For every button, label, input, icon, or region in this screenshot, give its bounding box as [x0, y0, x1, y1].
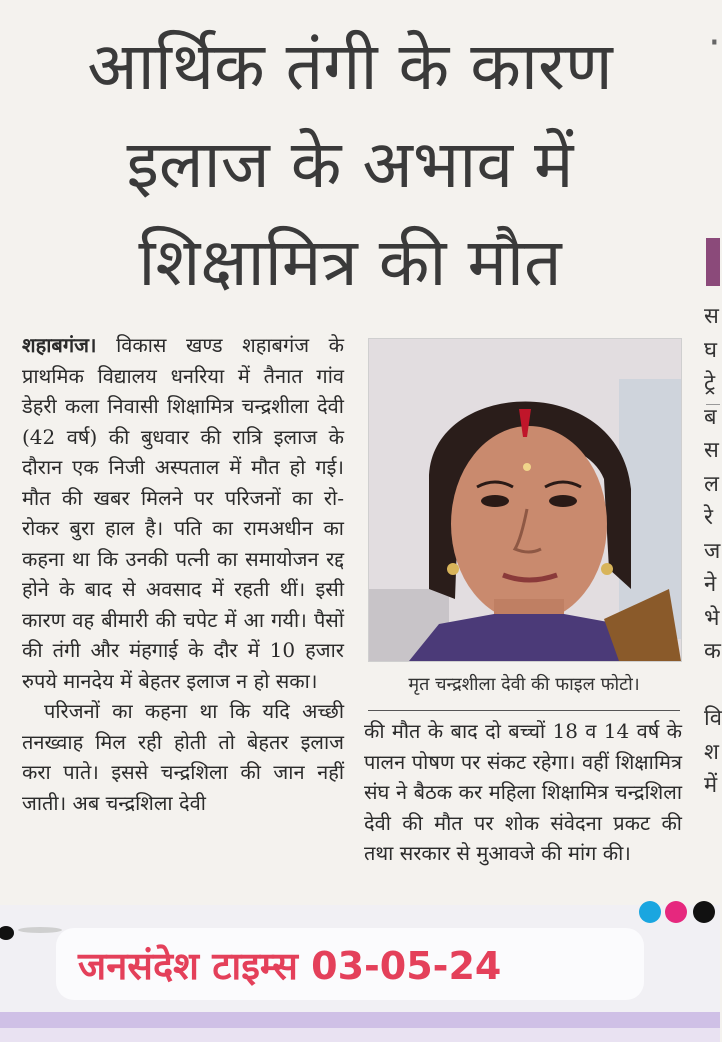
edge-letter: स — [704, 438, 719, 463]
magenta-dot — [665, 901, 687, 923]
portrait-illustration — [369, 339, 681, 661]
edge-letter: ट्रे — [704, 371, 716, 396]
edge-fragment-top: · — [708, 20, 721, 66]
neighbour-column-accent-bar — [706, 238, 720, 286]
edge-letter — [704, 669, 720, 703]
edge-letter: घ — [704, 337, 718, 363]
headline — [20, 18, 680, 312]
edge-letter: ज — [704, 538, 721, 564]
cyan-dot — [639, 901, 661, 923]
headline-line-1: आर्थिक तंगी के कारण — [87, 28, 613, 105]
portrait-photo — [368, 338, 682, 662]
bottom-band — [0, 1012, 720, 1028]
edge-letter: में — [704, 773, 718, 798]
edge-letter: भे — [704, 605, 720, 631]
edge-letter: ब — [704, 404, 717, 430]
article-column-right — [364, 716, 682, 869]
article-paragraph-2: परिजनों का कहना था कि यदि अच्छी तनख्वाह मिल रही होती तो बेहतर इलाज करा पाते। इससे चन्द्रशिला की जान नहीं जाती। अब चन्द्रशिला देवी — [22, 699, 344, 815]
bottom-band-light — [0, 1028, 720, 1042]
decorative-dots-right — [632, 898, 722, 928]
article-dateline: शहाबगंज। — [22, 333, 97, 357]
edge-letter: वि — [704, 706, 722, 731]
headline-line-2: इलाज के अभाव में — [126, 126, 574, 203]
photo-caption: मृत चन्द्रशीला देवी की फाइल फोटो। — [408, 674, 640, 695]
edge-letter: ने — [704, 572, 717, 597]
edge-letter: श — [704, 739, 719, 765]
edge-letter: रे — [704, 505, 713, 530]
newspaper-credit: जनसंदेश टाइम्स 03-05-24 — [78, 944, 502, 988]
article-paragraph-1-text: विकास खण्ड शहाबगंज के प्राथमिक विद्यालय धनरिया में तैनात गांव डेहरी कला निवासी शिक्षामित्र चन्द्रशीला देवी (42 वर्ष) की बुधवार की रात्रि इलाज के दौरान एक निजी अस्पताल में मौत हो गई। मौत की खबर मिलने पर परिजनों का रो-रोकर बुरा हाल है। पति का रामअधीन का कहना था कि उनकी पत्नी का समायोजन रद्द होने के बाद से अवसाद में रहती थीं। इसी कारण वह बीमारी की चपेट में आ गयी। पैसों की तंगी और मंहगाई के दौर में 10 हजार रुपये मानदेय में बेहतर इलाज न हो सका। — [22, 333, 344, 693]
caption-rule — [368, 710, 680, 711]
article-paragraph-3: की मौत के बाद दो बच्चों 18 व 14 वर्ष के पालन पोषण पर संकट रहेगा। वहीं शिक्षामित्र संघ ने बैठक कर महिला शिक्षामित्र चन्द्रशिला देवी की मौत पर शोक संवेदना प्रकट की तथा सरकार से मुआवजे की मांग की। — [364, 719, 682, 865]
edge-letter: ल — [704, 471, 719, 497]
edge-letter: क — [704, 639, 721, 664]
black-dot — [693, 901, 715, 923]
headline-line-3: शिक्षामित्र की मौत — [138, 224, 562, 301]
article-paragraph-1 — [22, 330, 344, 696]
neighbour-column-fragment — [704, 300, 720, 803]
edge-letter: स — [704, 304, 719, 329]
article-column-left — [22, 330, 344, 818]
decorative-dots-left — [0, 926, 60, 940]
